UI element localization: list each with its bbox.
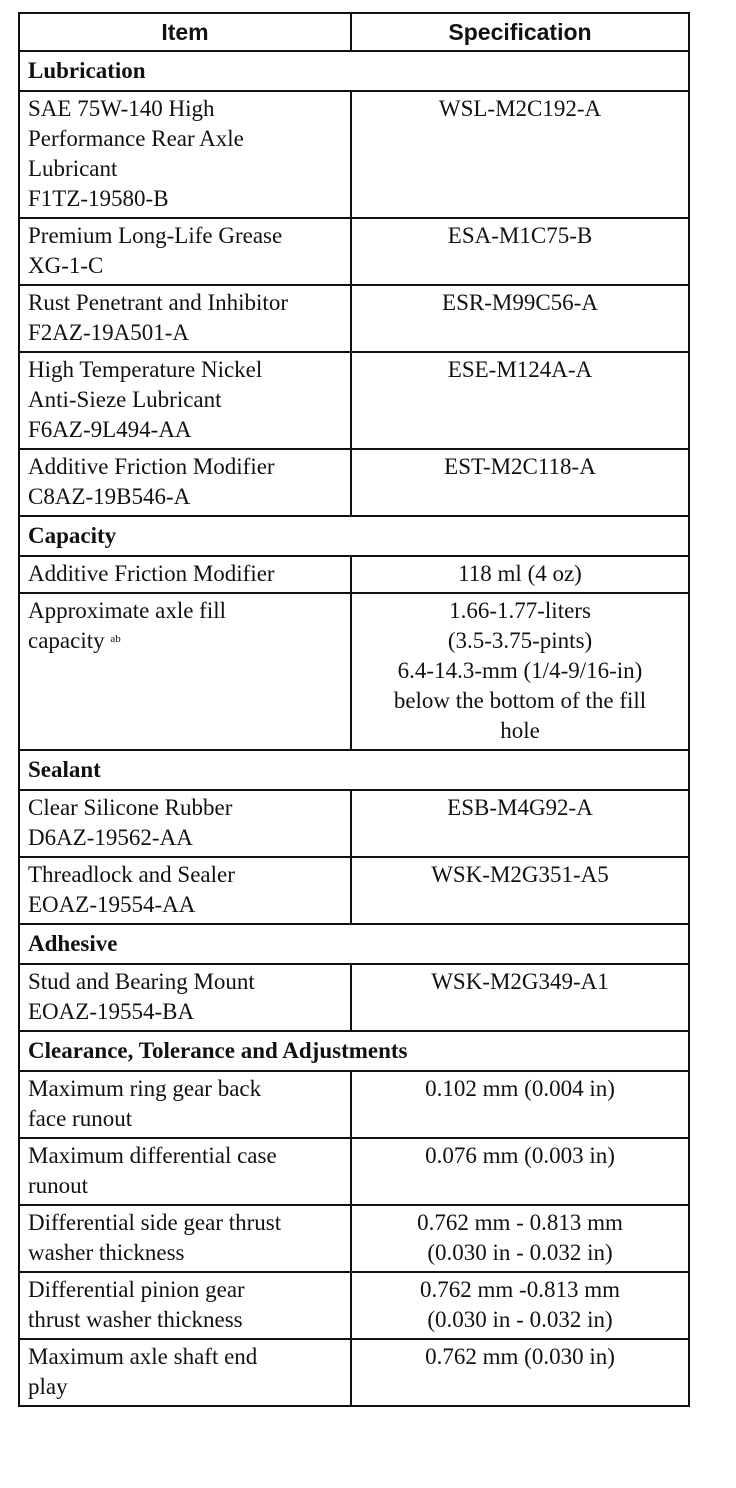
spec-line: ESR-M99C56-A xyxy=(442,290,598,315)
spec-cell xyxy=(351,1138,689,1205)
spec-line: ESA-M1C75-B xyxy=(447,223,593,248)
table-row xyxy=(19,1071,689,1138)
item-cell xyxy=(19,790,351,857)
spec-line: 0.762 mm (0.030 in) xyxy=(425,1344,615,1369)
footnote-marker: ab xyxy=(110,633,121,645)
spec-line: (3.5-3.75-pints) xyxy=(447,628,593,653)
item-text: Stud and Bearing Mount xyxy=(28,969,255,994)
spec-line: WSK-M2G349-A1 xyxy=(431,969,609,994)
spec-cell xyxy=(351,1272,689,1339)
item-line xyxy=(28,1238,342,1268)
item-text: D6AZ-19562-AA xyxy=(28,825,193,850)
spec-cell xyxy=(351,449,689,516)
spec-line: WSL-M2C192-A xyxy=(438,96,602,121)
item-cell xyxy=(19,1205,351,1272)
section-title: Clearance, Tolerance and Adjustments xyxy=(19,1031,689,1071)
item-line xyxy=(28,94,342,124)
item-line xyxy=(28,1372,342,1402)
spec-line: 0.762 mm -0.813 mm xyxy=(420,1277,620,1302)
section-row xyxy=(19,51,689,91)
item-line xyxy=(28,967,342,997)
spec-line: (0.030 in - 0.032 in) xyxy=(427,1307,613,1332)
table-row xyxy=(19,790,689,857)
item-text: Maximum differential case xyxy=(28,1143,277,1168)
table-body xyxy=(19,51,689,1406)
item-line xyxy=(28,288,342,318)
spec-cell xyxy=(351,593,689,750)
section-title: Lubrication xyxy=(19,51,689,91)
spec-cell xyxy=(351,857,689,924)
item-line xyxy=(28,1342,342,1372)
spec-cell xyxy=(351,1071,689,1138)
item-line xyxy=(28,415,342,445)
item-text: Rust Penetrant and Inhibitor xyxy=(28,290,288,315)
spec-line: ESE-M124A-A xyxy=(447,357,593,382)
table-row xyxy=(19,857,689,924)
item-text: F2AZ-19A501-A xyxy=(28,320,189,345)
spec-cell xyxy=(351,218,689,285)
spec-cell xyxy=(351,352,689,449)
item-cell xyxy=(19,593,351,750)
spec-line: 0.762 mm - 0.813 mm xyxy=(417,1210,623,1235)
item-line xyxy=(28,318,342,348)
section-row xyxy=(19,516,689,556)
item-cell xyxy=(19,556,351,593)
table-row xyxy=(19,593,689,750)
table-row xyxy=(19,91,689,218)
item-text: Maximum ring gear back xyxy=(28,1076,262,1101)
item-text: Premium Long-Life Grease xyxy=(28,223,283,248)
table-row xyxy=(19,964,689,1031)
item-line xyxy=(28,890,342,920)
item-text: Differential pinion gear xyxy=(28,1277,245,1302)
item-cell xyxy=(19,218,351,285)
item-cell xyxy=(19,352,351,449)
item-text: XG-1-C xyxy=(28,253,104,278)
item-line xyxy=(28,251,342,281)
item-cell xyxy=(19,91,351,218)
table-row xyxy=(19,1205,689,1272)
item-line xyxy=(28,452,342,482)
item-text: F6AZ-9L494-AA xyxy=(28,417,192,442)
table-header-row xyxy=(19,13,689,51)
spec-cell xyxy=(351,91,689,218)
item-line xyxy=(28,482,342,512)
table-row xyxy=(19,352,689,449)
spec-line: 0.102 mm (0.004 in) xyxy=(425,1076,615,1101)
spec-cell xyxy=(351,1205,689,1272)
table-row xyxy=(19,1138,689,1205)
item-cell xyxy=(19,964,351,1031)
spec-cell xyxy=(351,285,689,352)
item-cell xyxy=(19,1339,351,1406)
table-row xyxy=(19,1339,689,1406)
item-line xyxy=(28,1074,342,1104)
item-line xyxy=(28,860,342,890)
item-text: Threadlock and Sealer xyxy=(28,862,235,887)
item-text: Performance Rear Axle xyxy=(28,126,244,151)
spec-line: (0.030 in - 0.032 in) xyxy=(427,1240,613,1265)
item-text: Maximum axle shaft end xyxy=(28,1344,258,1369)
spec-line: below the bottom of the fill xyxy=(393,688,647,713)
item-line xyxy=(28,997,342,1027)
header-specification: Specification xyxy=(351,13,689,51)
item-text: play xyxy=(28,1374,68,1399)
header-item: Item xyxy=(19,13,351,51)
item-text: Anti-Sieze Lubricant xyxy=(28,387,222,412)
spec-cell xyxy=(351,556,689,593)
item-text: washer thickness xyxy=(28,1240,185,1265)
item-cell xyxy=(19,285,351,352)
item-cell xyxy=(19,1272,351,1339)
item-line xyxy=(28,124,342,154)
specification-table xyxy=(18,12,690,1407)
item-text: capacity xyxy=(28,628,105,653)
spec-cell xyxy=(351,964,689,1031)
item-line xyxy=(28,559,342,589)
spec-line: hole xyxy=(500,718,540,743)
section-title: Sealant xyxy=(19,750,689,790)
table-row xyxy=(19,556,689,593)
item-text: Lubricant xyxy=(28,156,118,181)
item-line xyxy=(28,221,342,251)
spec-line: 0.076 mm (0.003 in) xyxy=(425,1143,615,1168)
spec-line: 1.66-1.77-liters xyxy=(449,598,591,623)
item-text: EOAZ-19554-BA xyxy=(28,999,195,1024)
item-text: thrust washer thickness xyxy=(28,1307,243,1332)
section-row xyxy=(19,1031,689,1071)
item-line xyxy=(28,355,342,385)
item-line xyxy=(28,596,342,626)
item-line xyxy=(28,1141,342,1171)
item-line xyxy=(28,793,342,823)
item-line xyxy=(28,184,342,214)
spec-line: WSK-M2G351-A5 xyxy=(431,862,609,887)
item-text: High Temperature Nickel xyxy=(28,357,263,382)
table-row xyxy=(19,449,689,516)
item-cell xyxy=(19,449,351,516)
item-text: Additive Friction Modifier xyxy=(28,454,275,479)
spec-cell xyxy=(351,1339,689,1406)
item-line xyxy=(28,1171,342,1201)
item-line xyxy=(28,1208,342,1238)
spec-line: 118 ml (4 oz) xyxy=(458,561,582,586)
item-text: Clear Silicone Rubber xyxy=(28,795,233,820)
spec-line: ESB-M4G92-A xyxy=(447,795,593,820)
item-cell xyxy=(19,1138,351,1205)
item-line xyxy=(28,1104,342,1134)
item-line xyxy=(28,823,342,853)
section-row xyxy=(19,924,689,964)
section-title: Adhesive xyxy=(19,924,689,964)
table-row xyxy=(19,1272,689,1339)
item-cell xyxy=(19,857,351,924)
item-text: runout xyxy=(28,1173,89,1198)
item-line xyxy=(28,626,342,656)
item-cell xyxy=(19,1071,351,1138)
item-text: C8AZ-19B546-A xyxy=(28,484,191,509)
spec-line: 6.4-14.3-mm (1/4-9/16-in) xyxy=(397,658,643,683)
item-line xyxy=(28,1275,342,1305)
section-title: Capacity xyxy=(19,516,689,556)
section-row xyxy=(19,750,689,790)
item-line xyxy=(28,385,342,415)
item-line xyxy=(28,154,342,184)
table-row xyxy=(19,218,689,285)
item-text: face runout xyxy=(28,1106,133,1131)
spec-cell xyxy=(351,790,689,857)
item-text: Differential side gear thrust xyxy=(28,1210,282,1235)
table-row xyxy=(19,285,689,352)
item-text: Additive Friction Modifier xyxy=(28,561,275,586)
item-text: Approximate axle fill xyxy=(28,598,226,623)
item-line xyxy=(28,1305,342,1335)
item-text: SAE 75W-140 High xyxy=(28,96,215,121)
item-text: EOAZ-19554-AA xyxy=(28,892,196,917)
spec-line: EST-M2C118-A xyxy=(444,454,596,479)
item-text: F1TZ-19580-B xyxy=(28,186,169,211)
